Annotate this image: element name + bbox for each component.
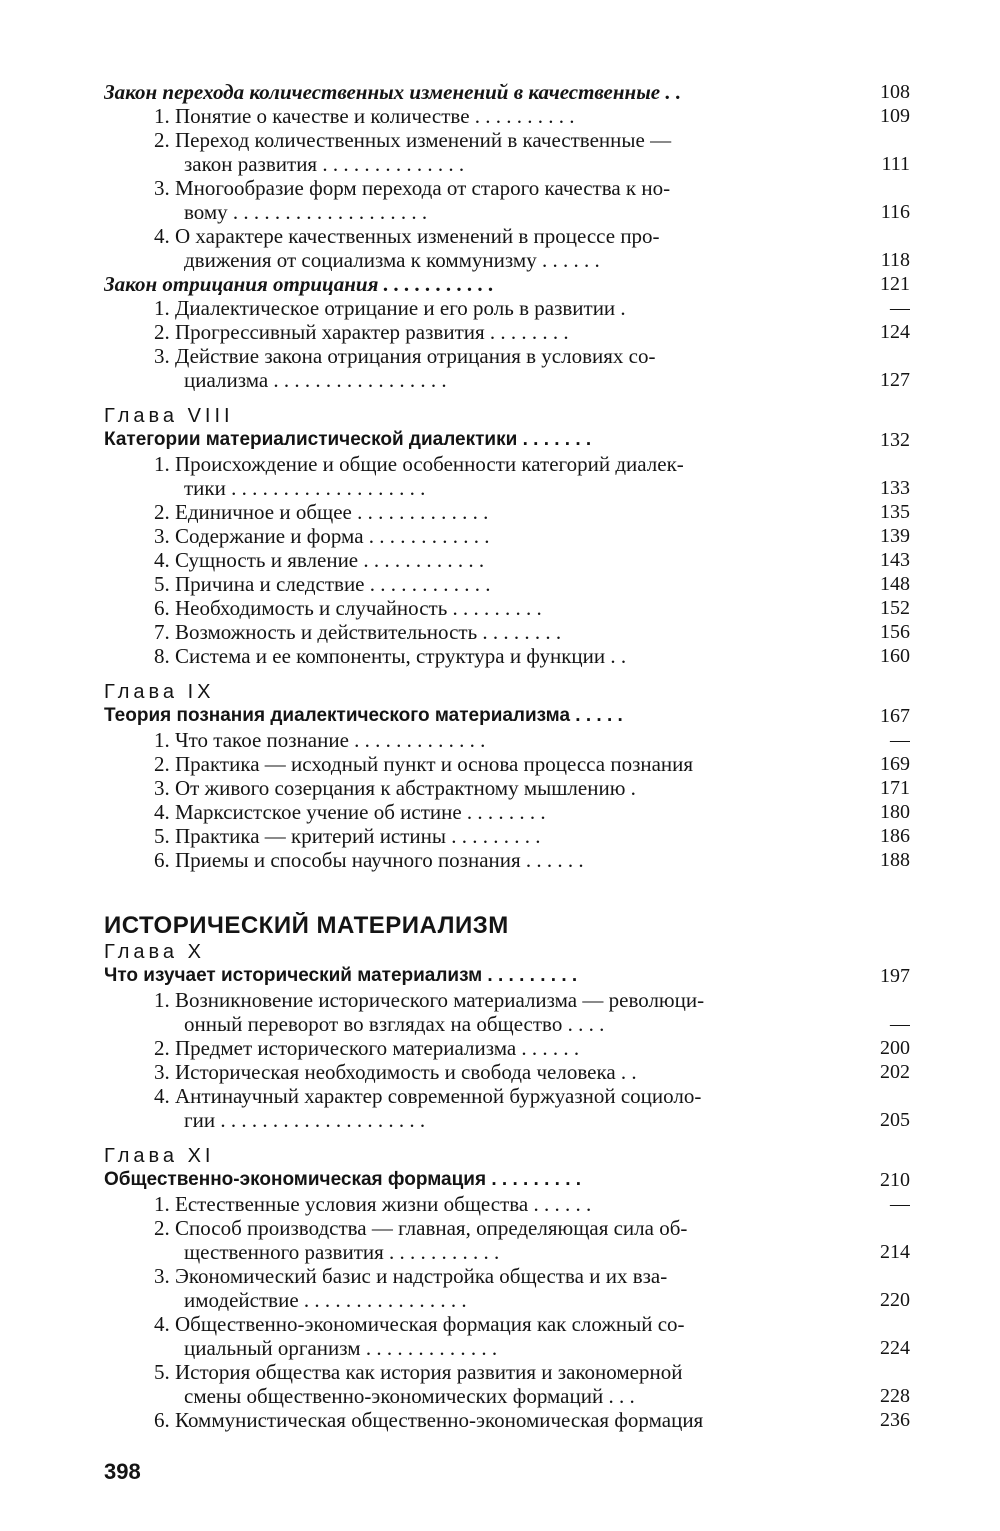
toc-entry <box>104 1036 910 1060</box>
toc-entry <box>104 848 910 872</box>
toc-entry-continuation <box>104 248 910 272</box>
page-number: 188 <box>880 849 910 871</box>
toc-entry <box>104 500 910 524</box>
page-number: 156 <box>880 621 910 643</box>
entry-text: 3. Действие закона отрицания отрицания в условиях со- <box>154 344 656 368</box>
chapter-title: Что изучает исторический материализм . . . . . . . . . <box>104 965 578 986</box>
spacer <box>104 392 910 404</box>
entry-text: 1. Происхождение и общие особенности категорий диалек- <box>154 452 684 476</box>
entry-text: 4. Общественно-экономическая формация как сложный со- <box>154 1312 685 1336</box>
page-number: 200 <box>880 1037 910 1059</box>
toc-entry <box>104 596 910 620</box>
toc-entry <box>104 548 910 572</box>
page-number: 111 <box>881 153 910 175</box>
section-title: Закон отрицания отрицания . . . . . . . . . . . <box>104 272 494 296</box>
entry-text: 2. Предмет исторического материализма . . . . . . <box>154 1036 580 1060</box>
entry-text: 6. Коммунистическая общественно-экономическая формация <box>154 1408 704 1432</box>
page-number: 143 <box>880 549 910 571</box>
chapter-number: Глава VIII <box>104 405 234 427</box>
toc-entry-continuation <box>104 1384 910 1408</box>
toc-entry-continuation <box>104 1240 910 1264</box>
entry-text: закон развития . . . . . . . . . . . . . . <box>184 152 465 176</box>
page-number: — <box>890 1013 910 1035</box>
toc-entry <box>104 1360 910 1384</box>
toc-entry-continuation <box>104 1012 910 1036</box>
chapter-heading <box>104 964 910 988</box>
toc-entry-continuation <box>104 476 910 500</box>
chapter-title: Теория познания диалектического материализма . . . . . <box>104 705 623 726</box>
chapter-label <box>104 680 910 704</box>
toc-entry <box>104 800 910 824</box>
toc-entry <box>104 1312 910 1336</box>
toc-entry <box>104 644 910 668</box>
part-heading <box>104 912 910 940</box>
toc-entry <box>104 776 910 800</box>
entry-text: 2. Единичное и общее . . . . . . . . . . . . . <box>154 500 489 524</box>
entry-text: 5. Практика — критерий истины . . . . . . . . . <box>154 824 541 848</box>
page-number: 132 <box>880 429 910 451</box>
page-number: — <box>890 297 910 319</box>
chapter-heading <box>104 704 910 728</box>
entry-text: 3. Историческая необходимость и свобода человека . . <box>154 1060 637 1084</box>
page-number: 228 <box>880 1385 910 1407</box>
page-number: — <box>890 1193 910 1215</box>
entry-text: 4. Антинаучный характер современной буржуазной социоло- <box>154 1084 702 1108</box>
page-number: 135 <box>880 501 910 523</box>
part-title: ИСТОРИЧЕСКИЙ МАТЕРИАЛИЗМ <box>104 912 509 939</box>
page-number: 197 <box>880 965 910 987</box>
entry-text: 4. О характере качественных изменений в процессе про- <box>154 224 660 248</box>
chapter-title: Категории материалистической диалектики . . . . . . . <box>104 429 592 450</box>
toc-entry <box>104 1084 910 1108</box>
toc-entry-continuation <box>104 152 910 176</box>
page-number: 127 <box>880 369 910 391</box>
section-heading <box>104 80 910 104</box>
toc-entry <box>104 320 910 344</box>
toc-entry <box>104 1216 910 1240</box>
page-number: 133 <box>880 477 910 499</box>
page-number: 202 <box>880 1061 910 1083</box>
entry-text: 1. Возникновение исторического материализма — революци- <box>154 988 705 1012</box>
page-number: 171 <box>880 777 910 799</box>
page-number: 124 <box>880 321 910 343</box>
toc-entry <box>104 988 910 1012</box>
toc-entry-continuation <box>104 1108 910 1132</box>
toc-entry <box>104 728 910 752</box>
spacer <box>104 872 910 912</box>
page-number: 224 <box>880 1337 910 1359</box>
entry-text: 2. Переход количественных изменений в качественные — <box>154 128 672 152</box>
entry-text: щественного развития . . . . . . . . . . . <box>184 1240 500 1264</box>
entry-text: 8. Система и ее компоненты, структура и функции . . <box>154 644 627 668</box>
toc-entry <box>104 824 910 848</box>
toc-entry <box>104 1060 910 1084</box>
entry-text: 4. Марксистское учение об истине . . . . . . . . <box>154 800 546 824</box>
toc-entry <box>104 344 910 368</box>
entry-text: циальный организм . . . . . . . . . . . . . <box>184 1336 498 1360</box>
entry-text: 6. Необходимость и случайность . . . . . . . . . <box>154 596 542 620</box>
toc-entry <box>104 1264 910 1288</box>
page-number: 148 <box>880 573 910 595</box>
spacer <box>104 1132 910 1144</box>
toc-entry-continuation <box>104 200 910 224</box>
page-number: 118 <box>880 249 910 271</box>
entry-text: гии . . . . . . . . . . . . . . . . . . . . <box>184 1108 426 1132</box>
toc-entry <box>104 1408 910 1432</box>
toc-entry <box>104 224 910 248</box>
entry-text: смены общественно-экономических формаций . . . <box>184 1384 635 1408</box>
toc-entry-continuation <box>104 1336 910 1360</box>
page-number: 220 <box>880 1289 910 1311</box>
page-number: 152 <box>880 597 910 619</box>
toc-entry <box>104 572 910 596</box>
entry-text: 1. Естественные условия жизни общества . . . . . . <box>154 1192 592 1216</box>
toc-entry <box>104 452 910 476</box>
entry-text: имодействие . . . . . . . . . . . . . . . . <box>184 1288 467 1312</box>
chapter-number: Глава IX <box>104 681 215 703</box>
entry-text: 3. От живого созерцания к абстрактному мышлению . <box>154 776 636 800</box>
page-number: 210 <box>880 1169 910 1191</box>
chapter-label <box>104 404 910 428</box>
entry-text: движения от социализма к коммунизму . . . . . . <box>184 248 600 272</box>
entry-text: циализма . . . . . . . . . . . . . . . . . <box>184 368 447 392</box>
page-number: 108 <box>880 81 910 103</box>
entry-text: онный переворот во взглядах на общество . . . . <box>184 1012 605 1036</box>
page-number: 214 <box>880 1241 910 1263</box>
entry-text: 3. Содержание и форма . . . . . . . . . . . . <box>154 524 490 548</box>
entry-text: 1. Понятие о качестве и количестве . . . . . . . . . . <box>154 104 575 128</box>
toc-entry-continuation <box>104 1288 910 1312</box>
page-number: 236 <box>880 1409 910 1431</box>
toc-entry <box>104 296 910 320</box>
toc-entry <box>104 524 910 548</box>
entry-text: 6. Приемы и способы научного познания . . . . . . <box>154 848 584 872</box>
entry-text: тики . . . . . . . . . . . . . . . . . . . <box>184 476 426 500</box>
spacer <box>104 668 910 680</box>
chapter-number: Глава X <box>104 941 205 963</box>
entry-text: 2. Практика — исходный пункт и основа процесса познания <box>154 752 694 776</box>
entry-text: 5. История общества как история развития и закономерной <box>154 1360 683 1384</box>
section-title: Закон перехода количественных изменений в качественные . . <box>104 80 682 104</box>
chapter-title: Общественно-экономическая формация . . . . . . . . . <box>104 1169 582 1190</box>
page-number: 160 <box>880 645 910 667</box>
table-of-contents <box>104 80 910 1432</box>
page-number: 116 <box>880 201 910 223</box>
toc-entry <box>104 176 910 200</box>
entry-text: 7. Возможность и действительность . . . . . . . . <box>154 620 562 644</box>
page-number: 180 <box>880 801 910 823</box>
toc-entry-continuation <box>104 368 910 392</box>
entry-text: 3. Экономический базис и надстройка общества и их вза- <box>154 1264 668 1288</box>
entry-text: 3. Многообразие форм перехода от старого качества к но- <box>154 176 671 200</box>
toc-entry <box>104 128 910 152</box>
chapter-label <box>104 940 910 964</box>
page-number: — <box>890 729 910 751</box>
toc-entry <box>104 104 910 128</box>
entry-text: вому . . . . . . . . . . . . . . . . . . . <box>184 200 428 224</box>
page-number: 186 <box>880 825 910 847</box>
entry-text: 5. Причина и следствие . . . . . . . . . . . . <box>154 572 491 596</box>
page-number: 169 <box>880 753 910 775</box>
folio-page-number: 398 <box>104 1459 141 1484</box>
section-heading <box>104 272 910 296</box>
entry-text: 2. Способ производства — главная, определяющая сила об- <box>154 1216 688 1240</box>
entry-text: 4. Сущность и явление . . . . . . . . . . . . <box>154 548 485 572</box>
toc-entry <box>104 752 910 776</box>
entry-text: 1. Диалектическое отрицание и его роль в развитии . <box>154 296 626 320</box>
entry-text: 2. Прогрессивный характер развития . . . . . . . . <box>154 320 569 344</box>
entry-text: 1. Что такое познание . . . . . . . . . . . . . <box>154 728 486 752</box>
toc-entry <box>104 1192 910 1216</box>
page-number: 205 <box>880 1109 910 1131</box>
page-number: 121 <box>880 273 910 295</box>
chapter-label <box>104 1144 910 1168</box>
chapter-number: Глава XI <box>104 1145 215 1167</box>
chapter-heading <box>104 428 910 452</box>
toc-entry <box>104 620 910 644</box>
page-number: 167 <box>880 705 910 727</box>
page-number: 139 <box>880 525 910 547</box>
page-number: 109 <box>880 105 910 127</box>
chapter-heading <box>104 1168 910 1192</box>
